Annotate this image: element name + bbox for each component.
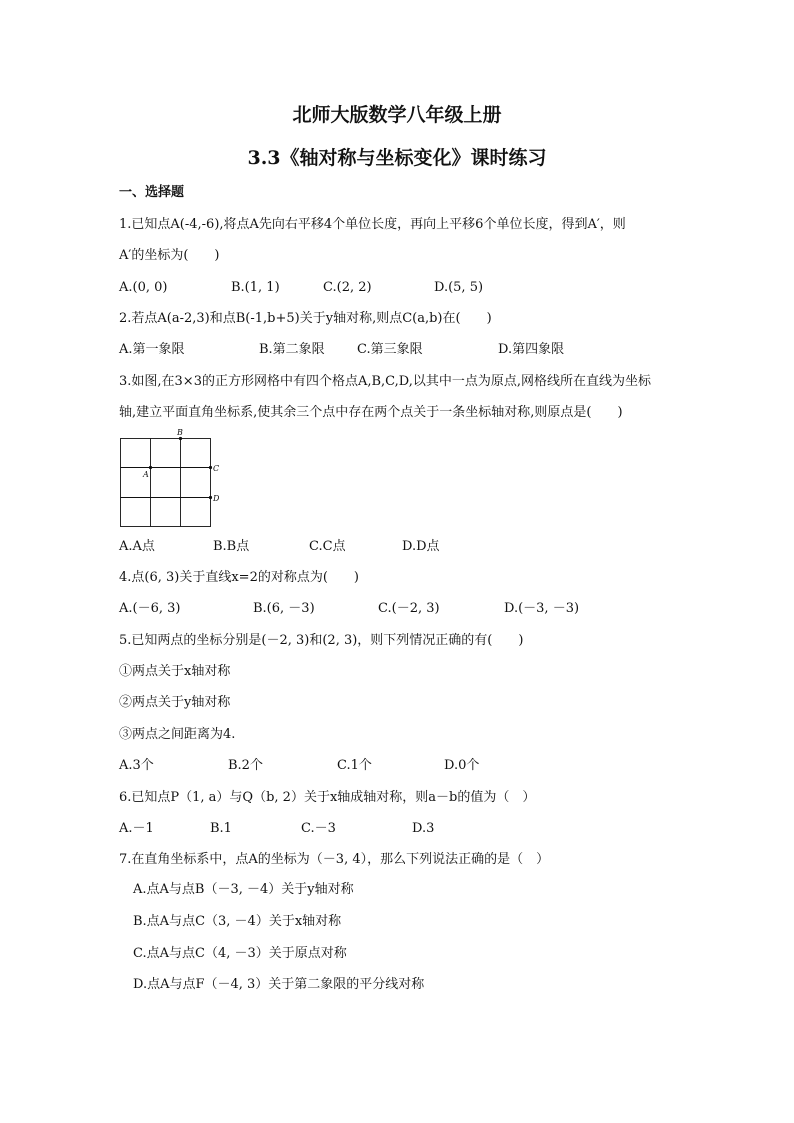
question-1-text-line-2: A′的坐标为( ) <box>119 248 220 263</box>
question-4-option-c: C.(－2, 3) <box>378 601 440 616</box>
question-6-option-b: B.1 <box>210 821 232 836</box>
grid-label-d: D <box>213 494 220 503</box>
question-5-text: 5.已知两点的坐标分别是(－2, 3)和(2, 3)，则下列情况正确的有( ) <box>119 633 524 648</box>
question-4-option-b: B.(6, －3) <box>253 601 315 616</box>
question-5-option-c: C.1个 <box>337 758 372 773</box>
grid-label-b: B <box>177 428 183 437</box>
question-6-option-c: C.－3 <box>301 821 336 836</box>
question-4-option-d: D.(－3, －3) <box>504 601 580 616</box>
question-7-option-c: C.点A与点C（4, －3）关于原点对称 <box>133 946 347 961</box>
document-subtitle: 3.3《轴对称与坐标变化》课时练习 <box>247 147 547 169</box>
question-3-option-b: B.B点 <box>213 539 250 554</box>
grid-label-a: A <box>143 470 149 479</box>
question-6-option-a: A.－1 <box>119 821 154 836</box>
question-2-option-d: D.第四象限 <box>498 342 565 357</box>
question-1-option-d: D.(5, 5) <box>434 280 484 295</box>
question-3-option-a: A.A点 <box>119 539 155 554</box>
question-5-statement-2: ②两点关于y轴对称 <box>119 695 231 710</box>
question-1-option-b: B.(1, 1) <box>231 280 280 295</box>
grid-lines <box>121 439 211 527</box>
question-2-option-c: C.第三象限 <box>357 342 423 357</box>
question-7-option-d: D.点A与点F（－4, 3）关于第二象限的平分线对称 <box>133 977 425 992</box>
question-2-option-b: B.第二象限 <box>259 342 325 357</box>
question-3-option-c: C.C点 <box>309 539 346 554</box>
question-7-option-a: A.点A与点B（－3, －4）关于y轴对称 <box>133 882 354 897</box>
question-6-text: 6.已知点P（1, a）与Q（b, 2）关于x轴成轴对称，则a－b的值为（ ） <box>119 790 536 805</box>
question-1-text-line-1: 1.已知点A(-4,-6),将点A先向右平移4个单位长度，再向上平移6个单位长度，得到A′，则 <box>119 217 626 232</box>
question-3-text-line-2: 轴,建立平面直角坐标系,使其余三个点中存在两个点关于一条坐标轴对称,则原点是( ) <box>119 405 623 420</box>
question-4-option-a: A.(－6, 3) <box>119 601 181 616</box>
question-5-statement-1: ①两点关于x轴对称 <box>119 664 231 679</box>
question-3-option-d: D.D点 <box>402 539 440 554</box>
document-title: 北师大版数学八年级上册 <box>292 104 502 126</box>
question-4-text: 4.点(6, 3)关于直线x=2的对称点为( ) <box>119 570 359 585</box>
grid-figure <box>116 428 226 532</box>
question-5-option-b: B.2个 <box>228 758 263 773</box>
question-1-option-c: C.(2, 2) <box>323 280 372 295</box>
question-5-option-a: A.3个 <box>119 758 154 773</box>
section-heading: 一、选择题 <box>119 185 185 200</box>
question-5-statement-3: ③两点之间距离为4. <box>119 727 236 742</box>
question-5-option-d: D.0个 <box>444 758 480 773</box>
question-7-option-b: B.点A与点C（3, －4）关于x轴对称 <box>133 914 342 929</box>
question-6-option-d: D.3 <box>412 821 435 836</box>
grid-point-d <box>209 496 212 499</box>
question-1-option-a: A.(0, 0) <box>119 280 168 295</box>
question-2-text: 2.若点A(a-2,3)和点B(-1,b+5)关于y轴对称,则点C(a,b)在( ) <box>119 311 492 326</box>
question-3-text-line-1: 3.如图,在3×3的正方形网格中有四个格点A,B,C,D,以其中一点为原点,网格线所在直线为坐标 <box>119 374 652 389</box>
grid-point-c <box>209 466 212 469</box>
grid-label-c: C <box>213 464 220 473</box>
grid-point-a <box>149 466 152 469</box>
question-2-option-a: A.第一象限 <box>119 342 185 357</box>
question-7-text: 7.在直角坐标系中，点A的坐标为（－3, 4），那么下列说法正确的是（ ） <box>119 852 550 867</box>
grid-point-b <box>179 437 182 440</box>
